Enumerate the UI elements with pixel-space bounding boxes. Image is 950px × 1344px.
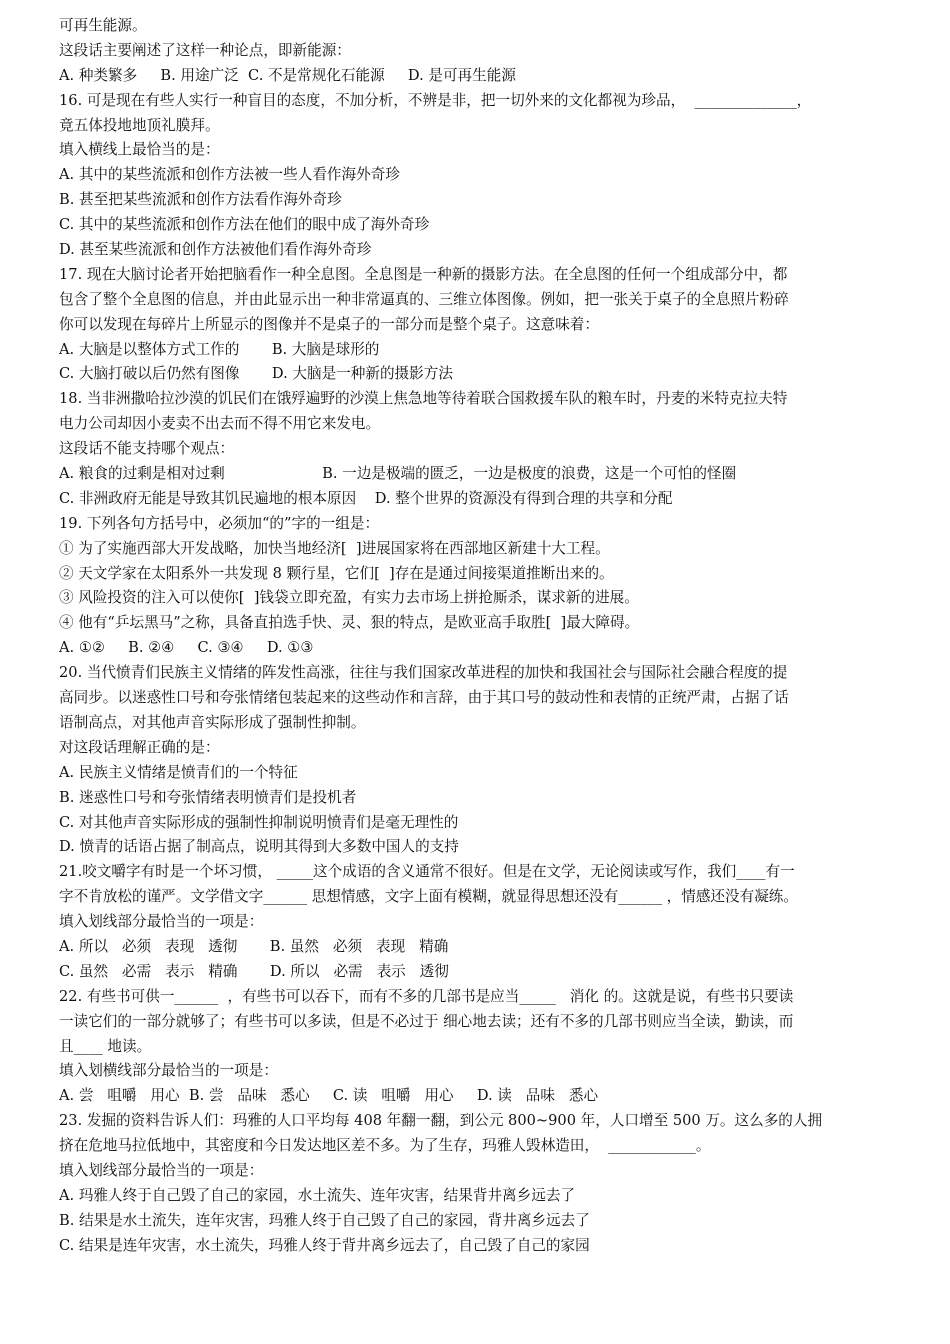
option-line: C. 其中的某些流派和创作方法在他们的眼中成了海外奇珍 (59, 216, 430, 234)
question-line: 23. 发掘的资料告诉人们：玛雅的人口平均每 408 年翻一翻，到公元 800~900 年，人口增至 500 万。这么多的人拥 (59, 1112, 823, 1130)
option-line: C. 虽然 必需 表示 精确 D. 所以 必需 表示 透彻 (59, 962, 449, 980)
text-line: 一读它们的一部分就够了；有些书可以多读，但是不必过于 细心地去读；还有不多的几部书则应当全读，勤读，而 (59, 1012, 794, 1030)
option-line: A. 大脑是以整体方式工作的 B. 大脑是球形的 (59, 340, 380, 358)
question-line: 22. 有些书可供一______ ，有些书可以吞下，而有不多的几部书是应当_____ 消化 的。这就是说，有些书只要读 (59, 987, 794, 1005)
text-line: A. 种类繁多 B. 用途广泛 C. 不是常规化石能源 D. 是可再生能源 (59, 66, 516, 84)
text-line: 这段话不能支持哪个观点： (59, 440, 235, 458)
question-line: 18. 当非洲撒哈拉沙漠的饥民们在饿殍遍野的沙漠上焦急地等待着联合国救援车队的粮车时，丹麦的米特克拉夫特 (59, 390, 788, 408)
question-line: 16. 可是现在有些人实行一种盲目的态度，不加分析，不辨是非，把一切外来的文化都视为珍品， ______________， (59, 91, 812, 109)
option-line: D. 甚至某些流派和创作方法被他们看作海外奇珍 (59, 241, 372, 259)
option-line: B. 结果是水土流失，连年灾害，玛雅人终于自己毁了自己的家园，背井离乡远去了 (59, 1211, 590, 1229)
text-line: 且____ 地读。 (59, 1037, 152, 1055)
text-line: 填入划线部分最恰当的一项是： (59, 913, 264, 931)
question-line: 19. 下列各句方括号中，必须加“的”字的一组是： (59, 514, 380, 532)
text-line: ④ 他有“乒坛黑马”之称，具备直拍选手快、灵、狠的特点，是欧亚高手取胜[ ]最大障碍。 (59, 614, 640, 632)
text-line: 包含了整个全息图的信息，并由此显示出一种非常逼真的、三维立体图像。例如，把一张关于桌子的全息照片粉碎 (59, 290, 789, 308)
option-line: C. 非洲政府无能是导致其饥民遍地的根本原因 D. 整个世界的资源没有得到合理的共享和分配 (59, 489, 673, 507)
text-line: 字不肯放松的谨严。文学借文字______ 思想情感，文字上面有模糊，就显得思想还没有______ ，情感还没有凝练。 (59, 888, 798, 906)
option-line: C. 大脑打破以后仍然有图像 D. 大脑是一种新的摄影方法 (59, 365, 453, 383)
option-line: A. 民族主义情绪是愤青们的一个特征 (59, 763, 298, 781)
text-line: 对这段话理解正确的是： (59, 738, 220, 756)
text-line: ① 为了实施西部大开发战略，加快当地经济[ ]进展国家将在西部地区新建十大工程。 (59, 539, 610, 557)
text-line: ③ 风险投资的注入可以使你[ ]钱袋立即充盈，有实力去市场上拼抢厮杀，谋求新的进展。 (59, 589, 639, 607)
text-line: 填入划线部分最恰当的一项是： (59, 1161, 264, 1179)
text-line: ② 天文学家在太阳系外一共发现 8 颗行星，它们[ ]存在是通过间接渠道推断出来的。 (59, 564, 614, 582)
text-line: 竟五体投地地顶礼膜拜。 (59, 116, 220, 134)
option-line: A. 玛雅人终于自己毁了自己的家园，水土流失、连年灾害，结果背井离乡远去了 (59, 1186, 576, 1204)
text-line: 电力公司却因小麦卖不出去而不得不用它来发电。 (59, 415, 381, 433)
text-line: 你可以发现在每碎片上所显示的图像并不是桌子的一部分而是整个桌子。这意味着： (59, 315, 599, 333)
option-line: A. ①② B. ②④ C. ③④ D. ①③ (59, 639, 314, 657)
question-line: 17. 现在大脑讨论者开始把脑看作一种全息图。全息图是一种新的摄影方法。在全息图的任何一个组成部分中，都 (59, 265, 788, 283)
option-line: A. 其中的某些流派和创作方法被一些人看作海外奇珍 (59, 166, 400, 184)
text-line: 可再生能源。 (59, 17, 147, 34)
option-line: A. 尝 咀嚼 用心 B. 尝 品味 悉心 C. 读 咀嚼 用心 D. 读 品味 悉心 (59, 1087, 599, 1105)
text-line: 语制高点，对其他声音实际形成了强制性抑制。 (59, 713, 366, 731)
text-line: 挤在危地马拉低地中，其密度和今日发达地区差不多。为了生存，玛雅人毁林造田， ____________。 (59, 1137, 711, 1155)
text-line: 填入横线上最恰当的是： (59, 141, 220, 159)
text-line: 这段话主要阐述了这样一种论点，即新能源： (59, 41, 351, 59)
option-line: A. 所以 必须 表现 透彻 B. 虽然 必须 表现 精确 (59, 937, 449, 955)
option-line: B. 迷惑性口号和夸张情绪表明愤青们是投机者 (59, 788, 357, 806)
question-line: 20. 当代愤青们民族主义情绪的阵发性高涨，往往与我们国家改革进程的加快和我国社会与国际社会融合程度的提 (59, 664, 788, 682)
option-line: A. 粮食的过剩是相对过剩 B. 一边是极端的匮乏，一边是极度的浪费，这是一个可怕的怪圈 (59, 465, 737, 483)
option-line: C. 对其他声音实际形成的强制性抑制说明愤青们是毫无理性的 (59, 813, 459, 831)
question-line: 21.咬文嚼字有时是一个坏习惯， _____这个成语的含义通常不很好。但是在文学，无论阅读或写作，我们____有一 (59, 863, 795, 881)
option-line: C. 结果是连年灾害，水土流失，玛雅人终于背井离乡远去了，自己毁了自己的家园 (59, 1236, 590, 1254)
exam-page (59, 14, 919, 1259)
option-line: B. 甚至把某些流派和创作方法看作海外奇珍 (59, 191, 342, 209)
text-line: 高同步。以迷惑性口号和夸张情绪包装起来的这些动作和言辞，由于其口号的鼓动性和表情的正统严肃，占据了话 (59, 689, 789, 707)
text-line: 填入划横线部分最恰当的一项是： (59, 1062, 278, 1080)
option-line: D. 愤青的话语占据了制高点，说明其得到大多数中国人的支持 (59, 838, 459, 856)
